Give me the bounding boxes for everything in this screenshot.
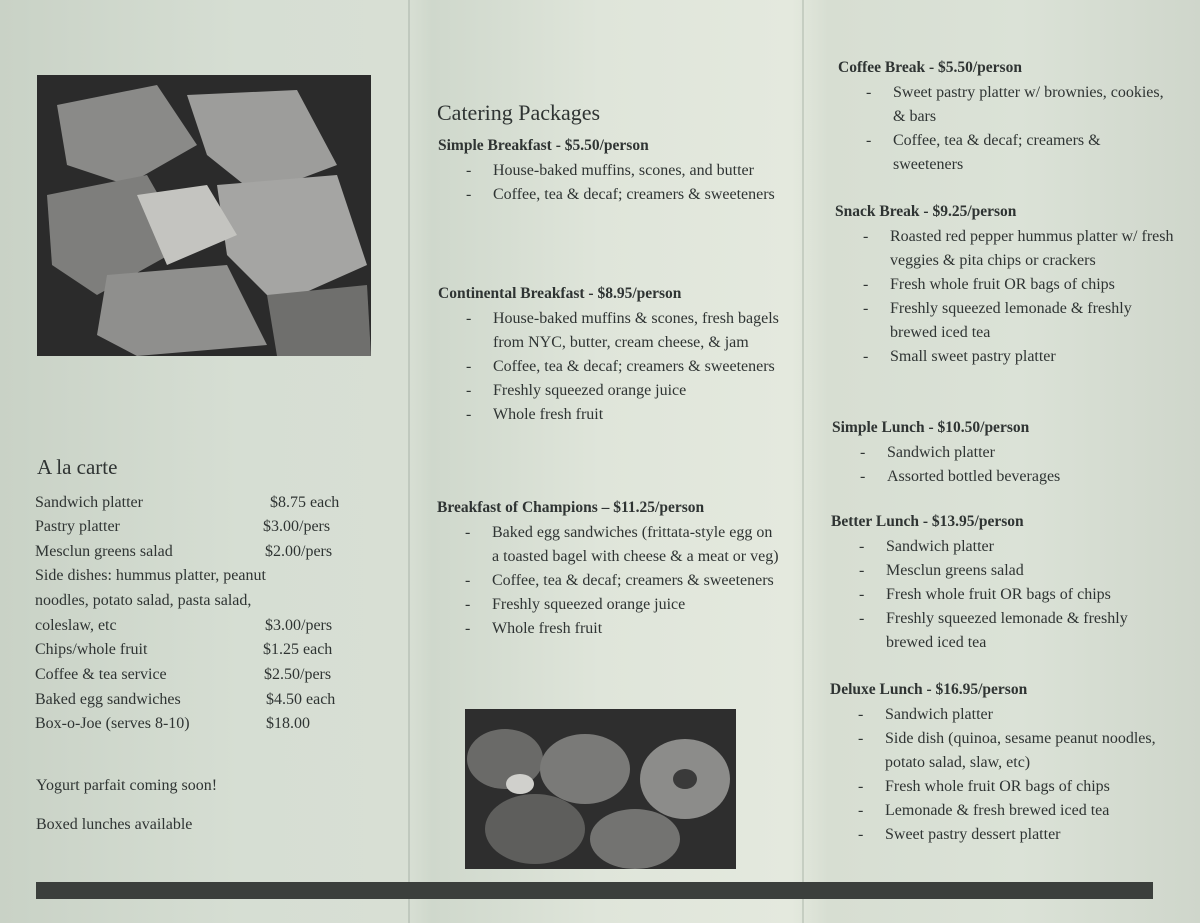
bagel-photo (465, 709, 736, 869)
package-continental-breakfast (438, 285, 783, 427)
package-item: - Coffee, tea & decaf; creamers & sweeteners (466, 358, 775, 375)
package-item: - Coffee, tea & decaf; creamers & sweeteners (465, 572, 774, 589)
boxed-lunch-note: Boxed lunches available (36, 816, 193, 833)
package-item: - Whole fresh fruit (465, 620, 603, 637)
a-la-carte-item-name: Mesclun greens salad (35, 543, 173, 560)
a-la-carte-item-name: Coffee & tea service (35, 666, 167, 683)
a-la-carte-item-price: $3.00/pers (263, 518, 331, 535)
package-item: - Freshly squeezed orange juice (465, 596, 686, 613)
package-item: - Small sweet pastry platter (863, 348, 1056, 365)
package-item: - Fresh whole fruit OR bags of chips (858, 778, 1110, 795)
a-la-carte-item-name: Box-o-Joe (serves 8-10) (35, 715, 190, 732)
a-la-carte-item-price: $4.50 each (266, 691, 336, 708)
package-item: - House-baked muffins & scones, fresh bagels from NYC, butter, cream cheese, & jam (466, 310, 779, 351)
package-name: Snack Break - $9.25/person (835, 203, 1017, 220)
package-item: - Sweet pastry platter w/ brownies, cookies, & bars (866, 84, 1164, 125)
package-deluxe-lunch (830, 681, 1175, 847)
package-better-lunch (831, 513, 1176, 655)
package-name: Simple Breakfast - $5.50/person (438, 137, 649, 154)
package-name: Breakfast of Champions – $11.25/person (437, 499, 705, 516)
package-item: - Freshly squeezed lemonade & freshly brewed iced tea (863, 300, 1132, 341)
package-name: Simple Lunch - $10.50/person (832, 419, 1030, 436)
a-la-carte-item-name: Pastry platter (35, 518, 120, 535)
a-la-carte-item-price: $2.00/pers (265, 543, 333, 560)
a-la-carte-title: A la carte (37, 455, 118, 479)
package-item: - Sandwich platter (860, 444, 995, 461)
package-item: - Freshly squeezed lemonade & freshly brewed iced tea (859, 610, 1128, 651)
package-item: - Roasted red pepper hummus platter w/ fresh veggies & pita chips or crackers (863, 228, 1174, 269)
a-la-carte-item-price: $2.50/pers (264, 666, 332, 683)
package-breakfast-of-champions (437, 499, 782, 641)
sandwich-platter-photo (37, 75, 371, 356)
a-la-carte-item-name: coleslaw, etc (35, 617, 117, 634)
a-la-carte-item-price: $18.00 (266, 715, 310, 732)
catering-title: Catering Packages (437, 100, 601, 125)
package-item: - Baked egg sandwiches (frittata-style egg on a toasted bagel with cheese & a meat or veg) (465, 524, 779, 565)
a-la-carte-item-name: Baked egg sandwiches (35, 691, 181, 708)
bottom-bar (36, 882, 1153, 899)
a-la-carte-item-price: $3.00/pers (265, 617, 333, 634)
package-snack-break (835, 203, 1175, 369)
package-simple-breakfast (438, 137, 778, 207)
package-item: - Sandwich platter (859, 538, 994, 555)
package-item: - Coffee, tea & decaf; creamers & sweeteners (466, 186, 775, 203)
package-item: - Sandwich platter (858, 706, 993, 723)
package-simple-lunch (832, 419, 1172, 489)
a-la-carte-item-name: Chips/whole fruit (35, 641, 148, 658)
panel-fold-right (802, 0, 804, 923)
package-name: Better Lunch - $13.95/person (831, 513, 1024, 530)
a-la-carte-item-name: Sandwich platter (35, 494, 143, 511)
package-name: Deluxe Lunch - $16.95/person (830, 681, 1028, 698)
a-la-carte-item-price: $8.75 each (270, 494, 340, 511)
yogurt-note: Yogurt parfait coming soon! (36, 777, 218, 794)
package-item: - Side dish (quinoa, sesame peanut noodles, potato salad, slaw, etc) (858, 730, 1156, 771)
package-item: - Freshly squeezed orange juice (466, 382, 687, 399)
package-item: - Coffee, tea & decaf; creamers & sweeteners (866, 132, 1101, 173)
a-la-carte-item-name: Side dishes: hummus platter, peanut (35, 567, 266, 584)
package-item: - Whole fresh fruit (466, 406, 604, 423)
panel-fold-left (408, 0, 410, 923)
a-la-carte-item-price: $1.25 each (263, 641, 333, 658)
package-coffee-break (838, 59, 1168, 177)
package-name: Continental Breakfast - $8.95/person (438, 285, 682, 302)
package-item: - Lemonade & fresh brewed iced tea (858, 802, 1110, 819)
package-item: - Assorted bottled beverages (860, 468, 1061, 485)
a-la-carte-item-name: noodles, potato salad, pasta salad, (35, 592, 252, 609)
package-name: Coffee Break - $5.50/person (838, 59, 1022, 76)
package-item: - Sweet pastry dessert platter (858, 826, 1061, 843)
package-item: - Mesclun greens salad (859, 562, 1024, 579)
package-item: - Fresh whole fruit OR bags of chips (859, 586, 1111, 603)
package-item: - Fresh whole fruit OR bags of chips (863, 276, 1115, 293)
package-item: - House-baked muffins, scones, and butter (466, 162, 754, 179)
